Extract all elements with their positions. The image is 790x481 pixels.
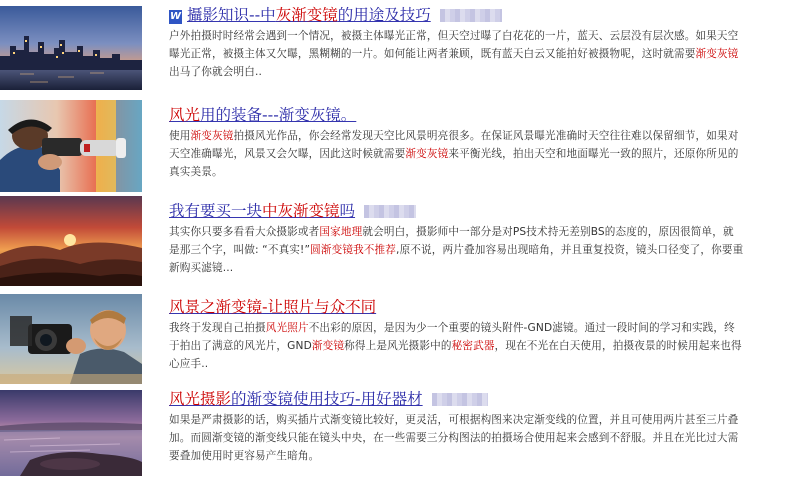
article-title-link[interactable]	[169, 200, 744, 222]
article-snippet	[169, 27, 744, 82]
article-title-link[interactable]	[169, 388, 744, 410]
snippet-highlight: 渐变灰镜	[695, 48, 739, 61]
title-highlight: 渐变镜	[215, 298, 263, 316]
snippet-highlight: 渐变灰镜	[190, 130, 234, 142]
title-text: 用的装备---渐变灰镜。	[200, 106, 357, 124]
article-snippet	[169, 127, 744, 182]
title-highlight: 中灰渐变镜	[262, 202, 340, 220]
title-highlight: 灰渐变镜	[275, 6, 338, 24]
snippet-text: 使用	[169, 130, 191, 142]
snippet-text: 我终于发现自己拍摄	[169, 322, 266, 334]
snippet-highlight: 秘密武器	[451, 340, 495, 353]
snippet-text: 如果是严肃摄影的话，购买插片式渐变镜比较好，更灵活，可根据构图来决定渐变线的位置，并且可使用两片甚至三片叠加。而圆渐变镜的渐变线只能在镜头中央，在一些需要三分构图法的拍摄场合使用起来会感到不舒服。并且在光比过大需要叠加使用时更容易产生暗角。	[169, 414, 739, 463]
title-highlight: -让照片与众不同	[262, 298, 377, 316]
snippet-text: 称得上是风光摄影中的	[344, 340, 452, 353]
title-text: 的用途及技巧	[337, 6, 431, 24]
snippet-text: 其实你只要多看看大众摄影或者	[169, 226, 320, 238]
snippet-highlight: 国家地理	[319, 226, 363, 238]
snippet-text: ，现在不光在白天使用，拍摄夜景的时候用起来也得心应手..	[169, 340, 742, 371]
article-snippet	[169, 411, 744, 466]
snippet-highlight: 渐变灰镜	[405, 148, 449, 161]
blurred-source-label	[364, 205, 416, 218]
title-text: 攝影知识--中	[187, 6, 276, 24]
article-title-link[interactable]	[169, 104, 744, 126]
article-title-link[interactable]	[169, 296, 744, 318]
snippet-text: 出马了你就会明白..	[169, 66, 262, 79]
title-text: 吗	[339, 202, 356, 220]
thumbnail-city-skyline[interactable]	[0, 6, 142, 90]
thumbnail-photographer[interactable]	[0, 100, 142, 192]
snippet-text: 拍摄风光作品，你会经常发现天空比风景明亮很多。在保证风景曝光准确时天空往往难以保留细节，如果对天空准确曝光，风景又会欠曝，因此这时候就需要	[169, 130, 739, 161]
title-highlight: 风光	[169, 106, 201, 124]
blurred-source-label	[432, 393, 488, 406]
snippet-text: 户外拍摄时时经常会遇到一个情况，被摄主体曝光正常，但天空过曝了白花花的一片，蓝天、云层没有层次感。如果天空曝光正常，被摄主体又欠曝，黑糊糊的一片。如何能让两者兼顾，既有蓝天白云又能拍好被摄物呢，这时就需要	[169, 30, 739, 61]
thumbnail-man-with-camera[interactable]	[0, 294, 142, 384]
snippet-highlight: 圆渐变镜我不推荐	[310, 244, 397, 257]
snippet-highlight: 风光照片	[265, 322, 309, 334]
title-highlight: 风景之	[169, 298, 216, 316]
thumbnail-seascape[interactable]	[0, 390, 142, 476]
snippet-text: 不出彩的原因，是因为少一个重要的镜头附件-GND滤镜。通过一段时间的学习和实践，终于拍出了满意的风光片，GND	[169, 322, 735, 353]
title-highlight: 风光摄影	[169, 390, 232, 408]
blurred-source-label	[440, 9, 502, 22]
snippet-highlight: 渐变镜	[311, 340, 345, 353]
title-text: 我有要买一块	[169, 202, 263, 220]
article-snippet	[169, 319, 744, 374]
snippet-text: ,原不说，两片叠加容易出现暗角，并且重复投资，镜头口径变了，你要重新购买滤镜...	[169, 244, 744, 275]
article-snippet	[169, 223, 744, 278]
snippet-text: 来平衡光线，拍出天空和地面曝光一致的照片，还原你所见的真实美景。	[169, 148, 739, 179]
thumbnail-mountain-sunset[interactable]	[0, 196, 142, 286]
title-text: 的渐变镜使用技巧-用好器材	[231, 390, 423, 408]
document-icon: W	[169, 11, 182, 22]
snippet-text: 就会明白，摄影师中一部分是对PS技术持无差别BS的态度的，原因很简单，就是那三个字，叫做: “不真实!”	[169, 226, 734, 257]
article-title-link[interactable]	[169, 4, 744, 26]
